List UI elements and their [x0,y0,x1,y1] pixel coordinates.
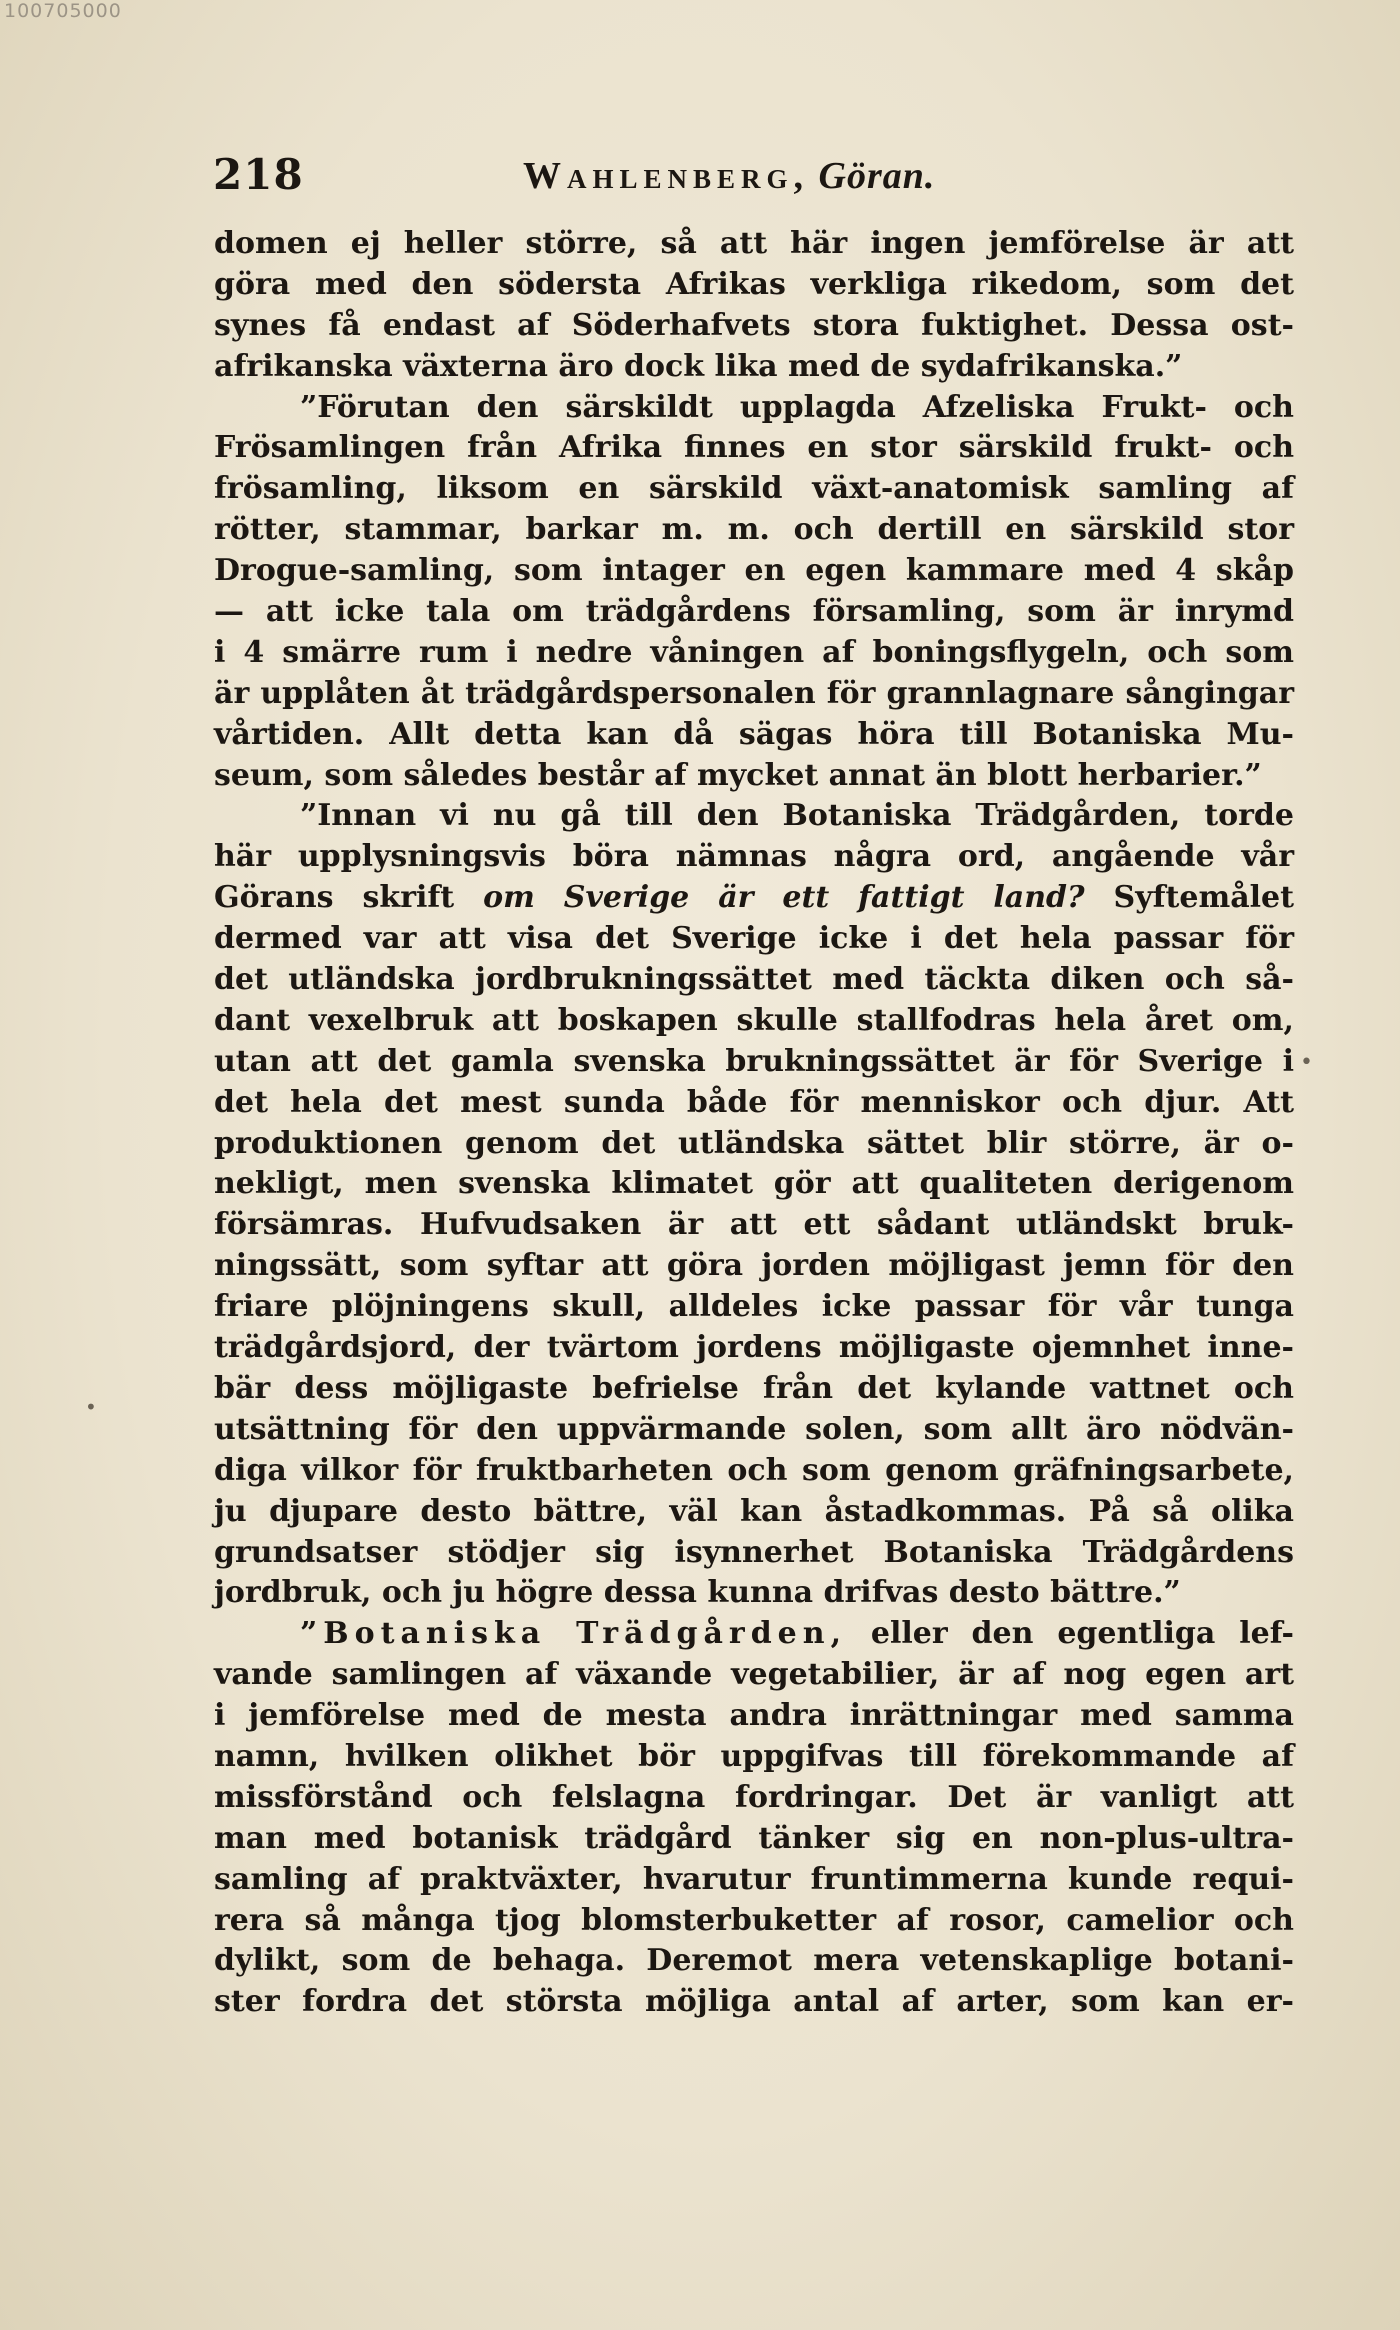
line-text-segment: eller den egentliga lef- [847,1616,1294,1652]
text-line: det utländska jordbrukningssättet med täckta diken och så- [214,962,1294,998]
scan-stamp: 100705000 [4,0,122,22]
text-line: produktionen genom det utländska sättet blir större, är o- [214,1125,1294,1161]
text-line: diga vilkor för fruktbarheten och som genom gräfningsarbete, [214,1452,1294,1488]
text-line: domen ej heller större, så att här ingen jemförelse är att [214,226,1294,261]
text-line: göra med den södersta Afrikas verkliga rikedom, som det [214,266,1294,302]
text-line: — att icke tala om trädgårdens församling, som är inrymd [214,594,1294,630]
margin-speck: • [85,1395,97,1419]
text-line: dermed var att visa det Sverige icke i det hela passar för [214,921,1294,957]
text-line: utan att det gamla svenska brukningssättet är för Sverige i [214,1043,1294,1079]
text-line: Drogue-samling, som intager en egen kammare med 4 skåp [214,553,1294,589]
text-line: frösamling, liksom en särskild växt-anatomisk samling af [214,471,1294,507]
italic-title: om Sverige är ett fattigt land? [483,880,1085,916]
text-line: vårtiden. Allt detta kan då sägas höra till Botaniska Mu- [214,716,1294,752]
text-line: dylikt, som de behaga. Deremot mera vetenskaplige botani- [214,1943,1294,1979]
text-line: dant vexelbruk att boskapen skulle stallfodras hela året om, [214,1002,1294,1038]
page-number: 218 [213,150,304,199]
text-line: trädgårdsjord, der tvärtom jordens möjligaste ojemnhet inne- [214,1330,1294,1366]
text-line: man med botanisk trädgård tänker sig en non-plus-ultra- [214,1820,1294,1856]
margin-speck: • [1300,1050,1313,1075]
text-line: ster fordra det största möjliga antal af arter, som kan er- [214,1984,1294,2020]
text-line: i jemförelse med de mesta andra inrättningar med samma [214,1698,1294,1734]
text-line: missförstånd och felslagna fordringar. Det är vanligt att [214,1779,1294,1815]
text-line: ”Förutan den särskildt upplagda Afzeliska Frukt- och [300,389,1294,425]
body-text [214,224,1294,2023]
text-line: friare plöjningens skull, alldeles icke passar för vår tunga [214,1289,1294,1325]
text-line: vande samlingen af växande vegetabilier, är af nog egen art [214,1657,1294,1693]
text-line: är upplåten åt trädgårdspersonalen för grannlagnare sångingar [214,675,1294,711]
text-line: afrikanska växterna äro dock lika med de sydafrikanska.” [214,348,1183,384]
text-line: Frösamlingen från Afrika finnes en stor särskild frukt- och [214,430,1294,466]
line-text-segment: Syftemålet [1084,880,1294,916]
running-title [523,154,935,198]
text-line: nekligt, men svenska klimatet gör att qualiteten derigenom [214,1166,1294,1202]
text-line [214,1614,1294,1655]
text-line: det hela det mest sunda både för menniskor och djur. Att [214,1084,1294,1120]
line-text-segment: Görans skrift [214,880,484,916]
text-line: grundsatser stödjer sig isynnerhet Botaniska Trädgårdens [214,1534,1294,1570]
text-line: i 4 smärre rum i nedre våningen af boningsflygeln, och som [214,634,1294,670]
text-line: rötter, stammar, barkar m. m. och dertill en särskild stor [214,512,1294,548]
text-line: rera så många tjog blomsterbuketter af rosor, camelior och [214,1902,1294,1938]
text-line: här upplysningsvis böra nämnas några ord, angående vår [214,839,1294,875]
text-line: utsättning för den uppvärmande solen, som allt äro nödvän- [214,1411,1294,1447]
text-line: ningssätt, som syftar att göra jorden möjligast jemn för den [214,1248,1294,1284]
running-title-given-name: Göran. [818,155,936,197]
running-header [213,150,1013,210]
spaced-heading-text: ”Botaniska Trädgården, [300,1616,848,1652]
text-line: namn, hvilken olikhet bör uppgifvas till förekommande af [214,1738,1294,1774]
text-line: synes få endast af Söderhafvets stora fuktighet. Dessa ost- [214,307,1294,343]
text-line: seum, som således består af mycket annat än blott herbarier.” [214,757,1262,793]
text-line [214,878,1294,919]
text-line: jordbruk, och ju högre dessa kunna drifvas desto bättre.” [214,1575,1181,1611]
running-title-name: Wahlenberg, [523,155,810,197]
text-line: ”Innan vi nu gå till den Botaniska Trädgården, torde [300,798,1294,834]
text-line: bär dess möjligaste befrielse från det kylande vattnet och [214,1370,1294,1406]
text-line: försämras. Hufvudsaken är att ett sådant utländskt bruk- [214,1207,1294,1243]
text-line: ju djupare desto bättre, väl kan åstadkommas. På så olika [214,1493,1294,1529]
text-line: samling af praktväxter, hvarutur fruntimmerna kunde requi- [214,1861,1294,1897]
